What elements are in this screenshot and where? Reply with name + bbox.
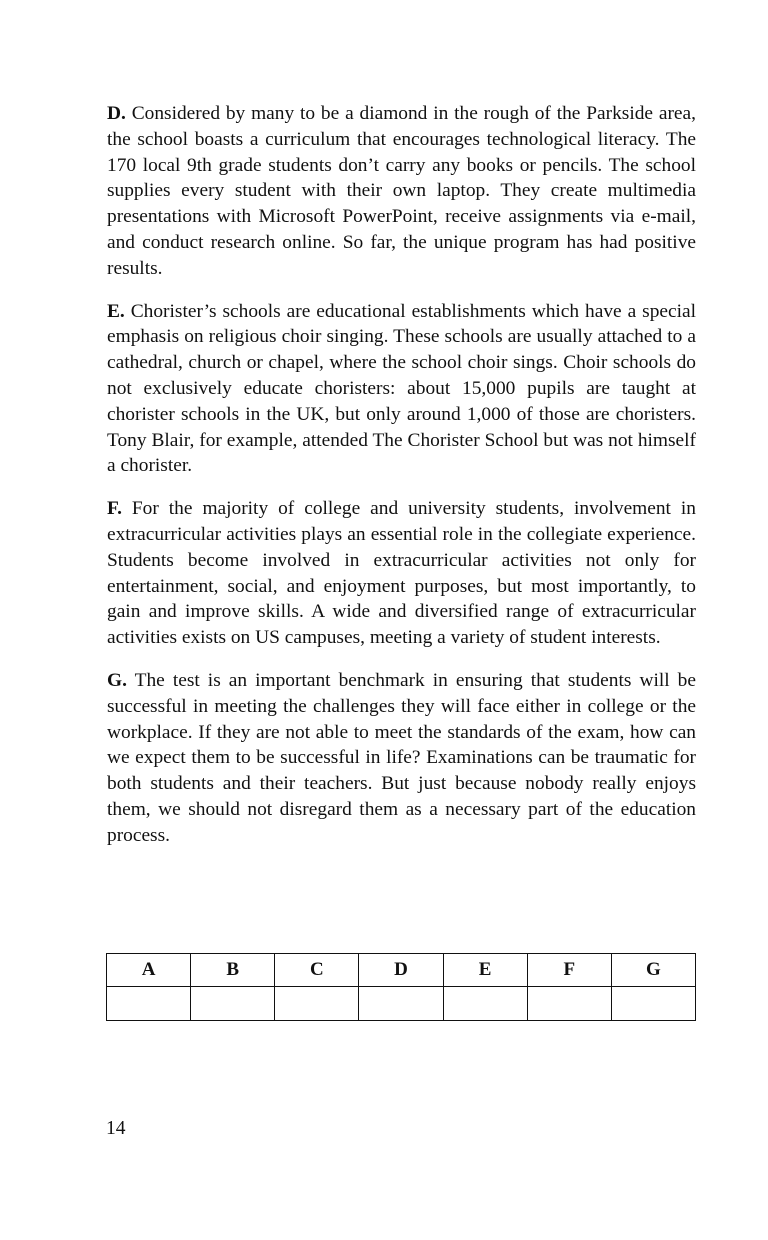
paragraph-letter: E. <box>107 300 125 322</box>
paragraph-letter: G. <box>107 669 127 691</box>
text-body <box>107 101 696 866</box>
paragraph-letter: D. <box>107 103 126 124</box>
answer-table-header-row <box>107 954 696 987</box>
answer-cell-b[interactable] <box>191 987 275 1021</box>
answer-cell-e[interactable] <box>443 987 527 1021</box>
paragraph-text: The test is an important benchmark in ensuring that students will be successful in meeting the challenges they will face either in college or the workplace. If they are not able to meet the standards of the exam, how can we expect them to be successful in life? Examinations can be traumatic for both students and their teachers. But just because nobody really enjoys them, we should not disregard them as a necessary part of the education process. <box>107 669 696 846</box>
answer-header-g: G <box>611 954 695 987</box>
answer-header-e: E <box>443 954 527 987</box>
answer-cell-d[interactable] <box>359 987 443 1021</box>
answer-header-f: F <box>527 954 611 987</box>
answer-cell-a[interactable] <box>107 987 191 1021</box>
answer-table-answer-row <box>107 987 696 1021</box>
answer-cell-f[interactable] <box>527 987 611 1021</box>
answer-header-d: D <box>359 954 443 987</box>
page-number: 14 <box>106 1118 126 1139</box>
paragraph-g <box>107 668 696 849</box>
paragraph-text: For the majority of college and university students, involvement in extracurricular activities plays an essential role in the collegiate experience. Students become involved in extracurricular activities not only for entertainment, social, and enjoyment purposes, but most importantly, to gain and improve skills. A wide and diversified range of extracurricular activities exists on US campuses, meeting a variety of student interests. <box>107 498 696 649</box>
paragraph-text: Considered by many to be a diamond in the rough of the Parkside area, the school boasts a curriculum that encourages technological literacy. The 170 local 9th grade students don’t carry any books or pencils. The school supplies every student with their own laptop. They create multimedia presentations with Microsoft PowerPoint, receive assignments via e-mail, and conduct research online. So far, the unique program has had positive results. <box>107 103 696 279</box>
answer-header-b: B <box>191 954 275 987</box>
paragraph-letter: F. <box>107 498 122 520</box>
answer-header-a: A <box>107 954 191 987</box>
paragraph-e <box>107 299 696 480</box>
paragraph-text: Chorister’s schools are educational establishments which have a special emphasis on religious choir singing. These schools are usually attached to a cathedral, church or chapel, where the school choir sings. Choir schools do not exclusively educate choristers: about 15,000 pupils are taught at chorister schools in the UK, but only around 1,000 of those are choristers. Tony Blair, for example, attended The Chorister School but was not himself a chorister. <box>107 300 696 477</box>
answer-header-c: C <box>275 954 359 987</box>
paragraph-d <box>107 101 696 282</box>
answer-cell-c[interactable] <box>275 987 359 1021</box>
answer-cell-g[interactable] <box>611 987 695 1021</box>
answer-table <box>106 953 696 1021</box>
paragraph-f <box>107 496 696 651</box>
